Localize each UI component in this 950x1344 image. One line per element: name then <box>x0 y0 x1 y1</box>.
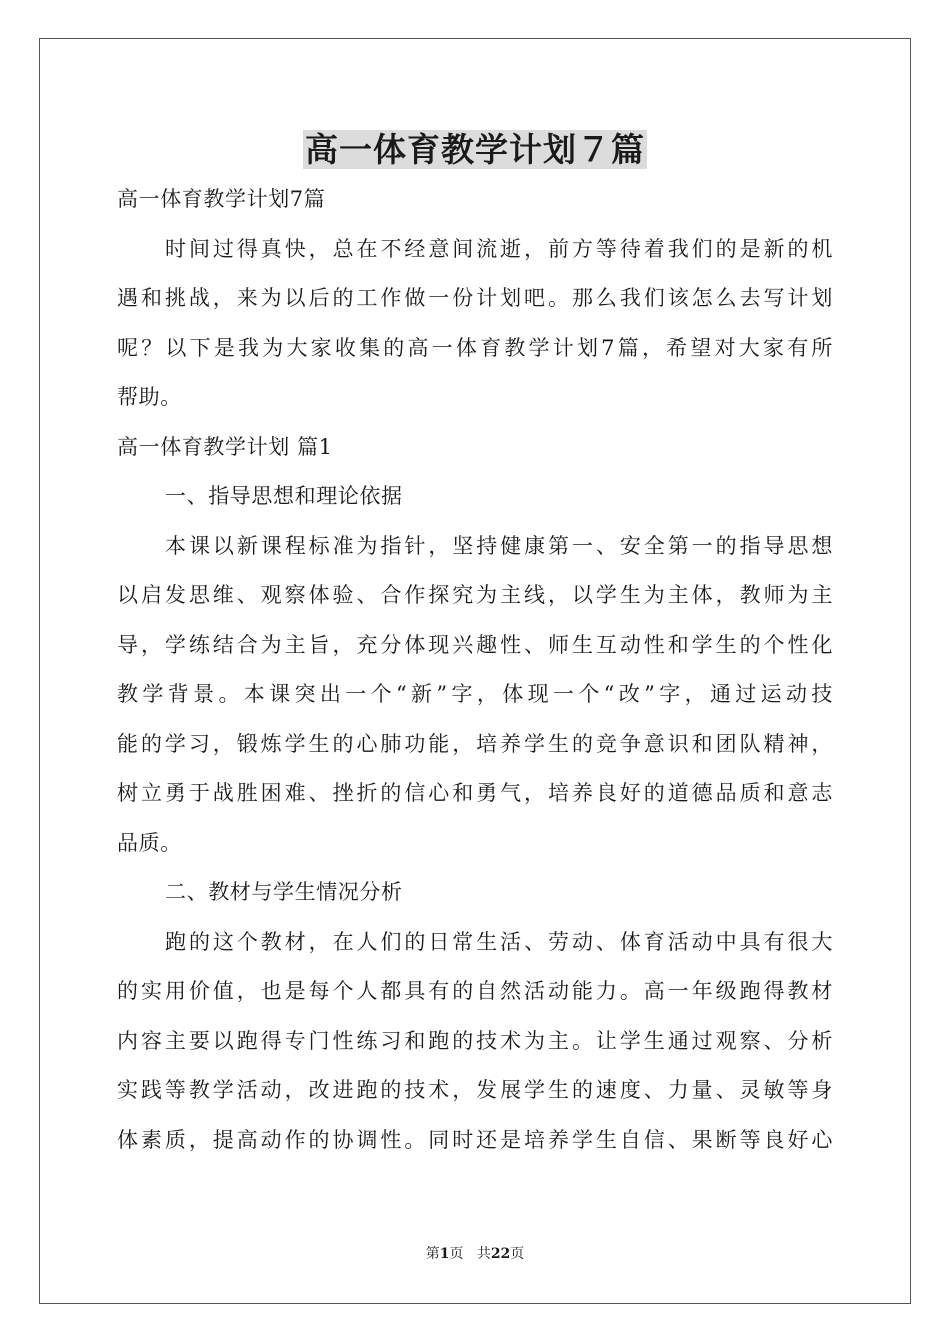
text-line: 内容主要以跑得专门性练习和跑的技术为主。让学生通过观察、分析 <box>117 1028 833 1053</box>
footer-page-number: 1 <box>439 1246 450 1262</box>
text-line: 的实用价值，也是每个人都具有的自然活动能力。高一年级跑得教材 <box>117 979 833 1003</box>
footer-total-unit: 页 <box>510 1246 525 1262</box>
text-line: 导，学练结合为主旨，充分体现兴趣性、师生互动性和学生的个性化 <box>117 632 833 657</box>
document-body <box>117 175 833 1165</box>
text-line: 体素质，提高动作的协调性。同时还是培养学生自信、果断等良好心 <box>117 1127 833 1152</box>
footer-total-pages: 22 <box>490 1246 511 1262</box>
text-line: 遇和挑战，来为以后的工作做一份计划吧。那么我们该怎么去写计划 <box>117 286 833 310</box>
text-line: 帮助。 <box>117 385 182 409</box>
text-line: 本课以新课程标准为指针，坚持健康第一、安全第一的指导思想 <box>165 533 833 558</box>
footer-page-unit: 页 <box>449 1246 464 1262</box>
text-line: 品质。 <box>117 830 182 855</box>
text-line: 能的学习，锻炼学生的心肺功能，培养学生的竞争意识和团队精神， <box>117 731 833 756</box>
text-line: 呢？以下是我为大家收集的高一体育教学计划7篇，希望对大家有所 <box>117 335 833 360</box>
text-line: 跑的这个教材，在人们的日常生活、劳动、体育活动中具有很大 <box>165 929 833 954</box>
document-title <box>0 128 950 172</box>
text-line: 教学背景。本课突出一个“新”字，体现一个“改”字，通过运动技 <box>117 682 833 706</box>
text-line: 实践等教学活动，改进跑的技术，发展学生的速度、力量、灵敏等身 <box>117 1078 833 1102</box>
text-line: 二、教材与学生情况分析 <box>165 880 403 904</box>
footer-prefix: 第 <box>425 1246 440 1262</box>
text-line: 时间过得真快，总在不经意间流逝，前方等待着我们的是新的机 <box>165 236 833 261</box>
page-footer <box>0 1244 950 1264</box>
text-line: 以启发思维、观察体验、合作探究为主线，以学生为主体，教师为主 <box>117 583 833 607</box>
text-line: 高一体育教学计划 篇1 <box>117 434 333 459</box>
text-line: 高一体育教学计划7篇 <box>117 187 326 211</box>
text-line: 树立勇于战胜困难、挫折的信心和勇气，培养良好的道德品质和意志 <box>117 781 833 805</box>
footer-total-prefix: 共 <box>476 1246 491 1262</box>
document-title-text: 高一体育教学计划７篇 <box>305 130 645 169</box>
text-line: 一、指导思想和理论依据 <box>165 484 403 508</box>
